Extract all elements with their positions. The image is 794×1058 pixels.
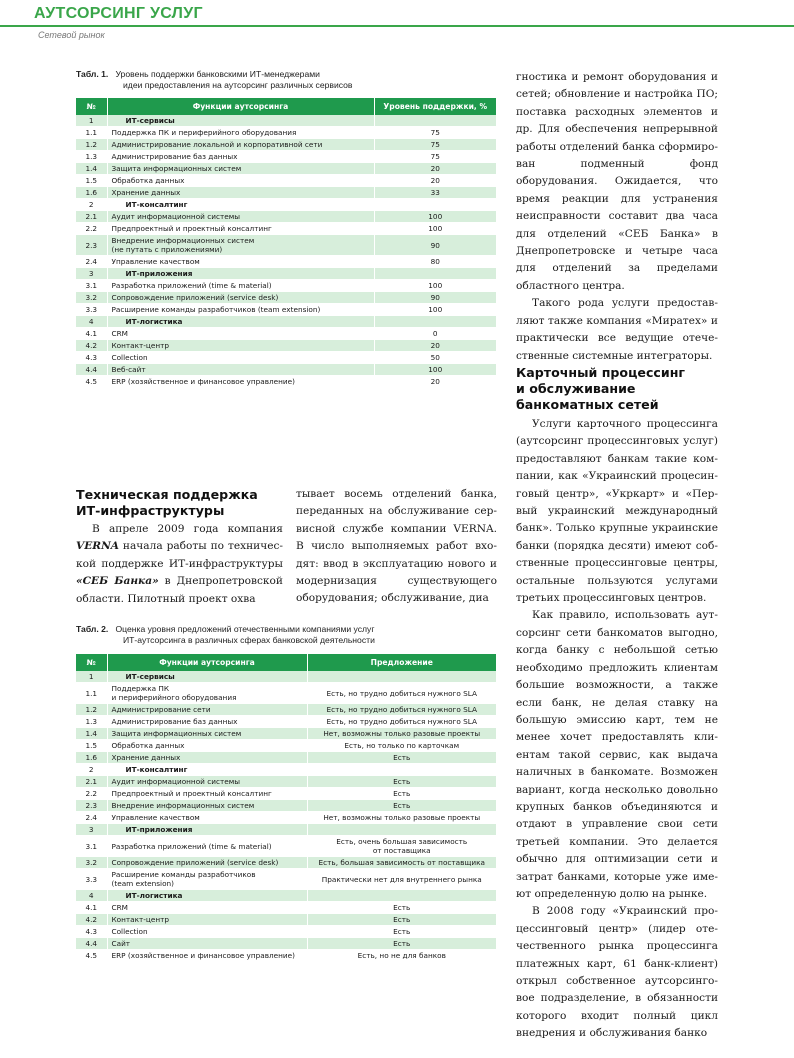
table1-cell-function: Поддержка ПК и периферийного оборудования <box>107 127 374 139</box>
table2-row <box>76 869 496 890</box>
table1-caption-line2: идеи предоставления на аутсорсинг различных сервисов <box>123 80 353 90</box>
table1-cell-value: 75 <box>374 127 496 139</box>
table2-cell-function: Сайт <box>107 938 307 950</box>
article1-heading <box>76 487 286 519</box>
article1-col1 <box>76 521 283 608</box>
table1-row <box>76 256 496 268</box>
section-title: АУТСОРСИНГ УСЛУГ <box>34 5 203 22</box>
table1-section-row <box>76 316 496 328</box>
card-heading-line2: и обслуживание <box>516 381 636 396</box>
table1-cell-num: 1.1 <box>76 127 107 139</box>
table2-cell-value: Есть <box>307 788 496 800</box>
table2-row <box>76 800 496 812</box>
table2-row <box>76 950 496 962</box>
article1-col2-text: тывает восемь отделений банка, переданных на обслуживание сервисной службе компании VERNA. В число выполняемых работ входят: ввод в эксплуатацию нового и модернизация существующего оборудования; обслуживание, диа <box>296 488 497 605</box>
table2-cell-num: 1.6 <box>76 752 107 764</box>
table2-caption-line1: Оценка уровня предложений отечественными компаниями услуг <box>115 624 375 634</box>
table1-cell-function: Предпроектный и проектный консалтинг <box>107 223 374 235</box>
right-column <box>516 69 718 365</box>
article1-heading-line1: Техническая поддержка <box>76 487 258 502</box>
table1-cell-num: 1.3 <box>76 151 107 163</box>
table2-cell-num: 4.5 <box>76 950 107 962</box>
table2-cell-num: 3.3 <box>76 869 107 890</box>
card-processing-heading <box>516 365 718 413</box>
table2-row <box>76 914 496 926</box>
right-col-para3: Услуги карточного процессинга (аутсорсинг процессинговых услуг) предоставляют банкам такие компании, как «Украинский процесинговый центр», «Укркарт» и «Первый украинский международный банк». Только крупные украинские банки (порядка десяти) имеют собственные процессинговые центры, остальные пользуются услугами третьих процессинговых центров. <box>516 418 718 605</box>
table2-cell-value: Есть <box>307 800 496 812</box>
table1-cell-function: Контакт-центр <box>107 340 374 352</box>
table1-cell-num: 3.1 <box>76 280 107 292</box>
table1-row <box>76 139 496 151</box>
table1-cell-value: 100 <box>374 211 496 223</box>
table2-cell-function: CRM <box>107 902 307 914</box>
table1-row <box>76 292 496 304</box>
table1-cell-num: 2.4 <box>76 256 107 268</box>
table1-header-function: Функции аутсорсинга <box>107 98 374 115</box>
table2 <box>76 654 496 962</box>
table2-cell-function: Администрирование сети <box>107 704 307 716</box>
table2-cell-function: Аудит информационной системы <box>107 776 307 788</box>
table2-header-row <box>76 654 496 671</box>
table2-cell-num: 4.4 <box>76 938 107 950</box>
table1-cell-num: 4.5 <box>76 376 107 388</box>
table2-row <box>76 683 496 704</box>
table1-cell-function: CRM <box>107 328 374 340</box>
table1-cell-value: 0 <box>374 328 496 340</box>
table2-row <box>76 776 496 788</box>
table2-cell-function: Контакт-центр <box>107 914 307 926</box>
table1-cell-num: 1 <box>76 115 107 127</box>
table2-cell-function: ИТ-приложения <box>107 824 307 836</box>
table2-cell-value <box>307 890 496 902</box>
table2-cell-num: 1 <box>76 671 107 683</box>
table1-cell-function: Расширение команды разработчиков (team extension) <box>107 304 374 316</box>
table2-header-offer: Предложение <box>307 654 496 671</box>
table2-cell-num: 2.1 <box>76 776 107 788</box>
header-rule <box>0 25 794 27</box>
table1-row <box>76 127 496 139</box>
table1-cell-value: 80 <box>374 256 496 268</box>
table2-row <box>76 788 496 800</box>
table2-cell-num: 4.1 <box>76 902 107 914</box>
table2-cell-function: ИТ-консалтинг <box>107 764 307 776</box>
table1-cell-value <box>374 268 496 280</box>
table2-cell-value: Нет, возможны только разовые проекты <box>307 728 496 740</box>
table2-row <box>76 704 496 716</box>
table1-cell-value: 100 <box>374 364 496 376</box>
table1-header-support: Уровень поддержки, % <box>374 98 496 115</box>
table1-cell-num: 4.1 <box>76 328 107 340</box>
table1-row <box>76 211 496 223</box>
table2-section-row <box>76 824 496 836</box>
table2-cell-function: Администрирование баз данных <box>107 716 307 728</box>
table2-cell-value: Есть <box>307 776 496 788</box>
table2-section-row <box>76 671 496 683</box>
table1-cell-function: Администрирование баз данных <box>107 151 374 163</box>
table2-caption <box>76 624 496 646</box>
table2-cell-function: ИТ-логистика <box>107 890 307 902</box>
table2-cell-num: 2.4 <box>76 812 107 824</box>
table2-cell-function: Сопровождение приложений (service desk) <box>107 857 307 869</box>
table2-cell-value: Есть <box>307 752 496 764</box>
table1 <box>76 98 496 388</box>
table2-cell-num: 2.3 <box>76 800 107 812</box>
table2-row <box>76 926 496 938</box>
table1-cell-function: ERP (хозяйственное и финансовое управление) <box>107 376 374 388</box>
table1-cell-value: 20 <box>374 376 496 388</box>
table1-cell-num: 3.3 <box>76 304 107 316</box>
right-column-lower <box>516 416 718 1043</box>
table1-cell-num: 2 <box>76 199 107 211</box>
table2-cell-value: Нет, возможны только разовые проекты <box>307 812 496 824</box>
table1-section-row <box>76 115 496 127</box>
table2-cell-function: Разработка приложений (time & material) <box>107 836 307 857</box>
table1-cell-num: 4.3 <box>76 352 107 364</box>
table1-section-row <box>76 199 496 211</box>
table2-cell-value: Есть <box>307 914 496 926</box>
table2-cell-value: Практически нет для внутреннего рынка <box>307 869 496 890</box>
table2-cell-num: 2 <box>76 764 107 776</box>
card-heading-line3: банкоматных сетей <box>516 397 659 412</box>
table1-cell-num: 2.2 <box>76 223 107 235</box>
table2-cell-function: ИТ-сервисы <box>107 671 307 683</box>
table1-cell-function: Аудит информационной системы <box>107 211 374 223</box>
table2-row <box>76 857 496 869</box>
section-subtitle: Сетевой рынок <box>38 30 105 40</box>
table1-caption <box>76 69 496 91</box>
table2-cell-function: Защита информационных систем <box>107 728 307 740</box>
table2-cell-num: 3.2 <box>76 857 107 869</box>
table2-cell-value: Есть, но трудно добиться нужного SLA <box>307 704 496 716</box>
table1-row <box>76 187 496 199</box>
right-col-para2: Такого рода услуги предоставляют также компания «Миратех» и практически все ведущие отечественные системные интеграторы. <box>516 297 718 362</box>
table2-cell-num: 4.3 <box>76 926 107 938</box>
table1-row <box>76 223 496 235</box>
article1-col2 <box>296 486 497 608</box>
table1-cell-function: ИТ-приложения <box>107 268 374 280</box>
table1-cell-function: Сопровождение приложений (service desk) <box>107 292 374 304</box>
table1-cell-num: 1.4 <box>76 163 107 175</box>
table2-row <box>76 836 496 857</box>
table1-row <box>76 364 496 376</box>
table1-cell-value: 90 <box>374 235 496 256</box>
table1-cell-function: Администрирование локальной и корпоративной сети <box>107 139 374 151</box>
table2-cell-num: 1.1 <box>76 683 107 704</box>
table1-cell-value: 50 <box>374 352 496 364</box>
table2-section-row <box>76 764 496 776</box>
table1-row <box>76 235 496 256</box>
table1-caption-line1: Уровень поддержки банковскими ИТ-менеджерами <box>115 69 320 79</box>
table1-row <box>76 376 496 388</box>
table2-label: Табл. 2. <box>76 624 109 634</box>
table1-cell-num: 3 <box>76 268 107 280</box>
right-col-para5: В 2008 году «Украинский процессинговый центр» (лидер отечественного рынка процессинга платежных карт, 61 банк-клиент) открыл собственное аутсорсинговое подразделение, в обязанности которого входит полный цикл внедрения и обслуживания банко <box>516 905 718 1040</box>
table1-cell-num: 1.5 <box>76 175 107 187</box>
table2-cell-num: 1.2 <box>76 704 107 716</box>
table1-cell-function: Collection <box>107 352 374 364</box>
table1-section-row <box>76 268 496 280</box>
table1-cell-num: 3.2 <box>76 292 107 304</box>
table1-cell-function: ИТ-консалтинг <box>107 199 374 211</box>
table2-cell-value: Есть <box>307 938 496 950</box>
table2-cell-value: Есть, но трудно добиться нужного SLA <box>307 683 496 704</box>
table2-row <box>76 740 496 752</box>
table1-cell-value: 20 <box>374 340 496 352</box>
table2-row <box>76 812 496 824</box>
table1-cell-num: 1.6 <box>76 187 107 199</box>
table2-cell-value <box>307 824 496 836</box>
table2-cell-function: Хранение данных <box>107 752 307 764</box>
company-name: VERNA <box>76 540 120 553</box>
table2-cell-function: Предпроектный и проектный консалтинг <box>107 788 307 800</box>
table1-cell-function: Разработка приложений (time & material) <box>107 280 374 292</box>
table1-cell-num: 4.4 <box>76 364 107 376</box>
table1-cell-value: 90 <box>374 292 496 304</box>
table1-cell-num: 1.2 <box>76 139 107 151</box>
table1-cell-value: 75 <box>374 139 496 151</box>
table1-row <box>76 352 496 364</box>
article1-col1-text: В апреле 2009 года компания VERNA начала работы по технической поддержке ИТ-инфраструктуры «СЕБ Банка» в Днепропетровской области. Пилотный проект охва <box>76 523 283 605</box>
table1-header-row <box>76 98 496 115</box>
table1-cell-value: 33 <box>374 187 496 199</box>
table1-row <box>76 163 496 175</box>
table2-cell-function: Расширение команды разработчиков (team extension) <box>107 869 307 890</box>
table1-cell-value: 20 <box>374 175 496 187</box>
right-col-para1: гностика и ремонт оборудования и сетей; обновление и настройка ПО; поставка расходных элементов и др. Для обеспечения непрерывной работы отделений банка сформирован подменный фонд оборудования. Ожидается, что время реакции для устранения неисправности составит два часа для отделений «СЕБ Банка» в Днепропетровске и четыре часа для отделений за пределами областного центра. <box>516 71 718 292</box>
table1-cell-value: 20 <box>374 163 496 175</box>
table2-cell-function: Collection <box>107 926 307 938</box>
table2-header-function: Функции аутсорсинга <box>107 654 307 671</box>
table2-row <box>76 938 496 950</box>
table2-cell-num: 1.3 <box>76 716 107 728</box>
table2-cell-value: Есть, но трудно добиться нужного SLA <box>307 716 496 728</box>
table1-cell-function: Защита информационных систем <box>107 163 374 175</box>
table2-row <box>76 716 496 728</box>
table1-cell-value <box>374 199 496 211</box>
table2-cell-num: 1.5 <box>76 740 107 752</box>
table2-header-num: № <box>76 654 107 671</box>
table2-cell-num: 3 <box>76 824 107 836</box>
table1-row <box>76 328 496 340</box>
table1-cell-value <box>374 316 496 328</box>
table1-cell-function: ИТ-сервисы <box>107 115 374 127</box>
table1-cell-function: Управление качеством <box>107 256 374 268</box>
table1-header-num: № <box>76 98 107 115</box>
table1-cell-function: ИТ-логистика <box>107 316 374 328</box>
table1-row <box>76 151 496 163</box>
table1-cell-value <box>374 115 496 127</box>
company-name: «СЕБ Банка» <box>76 575 159 588</box>
table2-cell-function: ERP (хозяйственное и финансовое управление) <box>107 950 307 962</box>
table2-cell-function: Поддержка ПК и периферийного оборудования <box>107 683 307 704</box>
table2-cell-value <box>307 671 496 683</box>
table1-cell-num: 4 <box>76 316 107 328</box>
table2-section-row <box>76 890 496 902</box>
table2-cell-function: Обработка данных <box>107 740 307 752</box>
table2-row <box>76 902 496 914</box>
table1-label: Табл. 1. <box>76 69 109 79</box>
table1-cell-value: 100 <box>374 223 496 235</box>
page-header <box>0 0 794 44</box>
table2-cell-num: 2.2 <box>76 788 107 800</box>
table2-cell-value <box>307 764 496 776</box>
table2-row <box>76 728 496 740</box>
table1-row <box>76 175 496 187</box>
table1-cell-num: 2.3 <box>76 235 107 256</box>
table2-cell-value: Есть <box>307 926 496 938</box>
table2-row <box>76 752 496 764</box>
table2-cell-num: 1.4 <box>76 728 107 740</box>
table1-cell-function: Обработка данных <box>107 175 374 187</box>
table2-caption-line2: ИТ-аутсорсинга в различных сферах банковской деятельности <box>123 635 375 645</box>
table2-cell-value: Есть, большая зависимость от поставщика <box>307 857 496 869</box>
table1-cell-num: 4.2 <box>76 340 107 352</box>
table2-cell-function: Управление качеством <box>107 812 307 824</box>
table1-cell-value: 100 <box>374 280 496 292</box>
table2-cell-value: Есть, но только по карточкам <box>307 740 496 752</box>
table2-cell-value: Есть, очень большая зависимость от поставщика <box>307 836 496 857</box>
table2-cell-num: 4 <box>76 890 107 902</box>
table2-cell-value: Есть <box>307 902 496 914</box>
table2-cell-function: Внедрение информационных систем <box>107 800 307 812</box>
table1-cell-num: 2.1 <box>76 211 107 223</box>
table1-cell-value: 75 <box>374 151 496 163</box>
table1-cell-function: Хранение данных <box>107 187 374 199</box>
table2-cell-value: Есть, но не для банков <box>307 950 496 962</box>
table1-cell-function: Веб-сайт <box>107 364 374 376</box>
article1-heading-line2: ИТ-инфраструктуры <box>76 503 225 518</box>
table2-cell-num: 4.2 <box>76 914 107 926</box>
table2-cell-num: 3.1 <box>76 836 107 857</box>
table1-row <box>76 280 496 292</box>
table1-row <box>76 340 496 352</box>
table1-cell-value: 100 <box>374 304 496 316</box>
table1-cell-function: Внедрение информационных систем (не путать с приложениями) <box>107 235 374 256</box>
right-col-para4: Как правило, использовать аутсорсинг сети банкоматов выгодно, когда банку с небольшой сетью необходимо предложить клиентам большие возможности, а также если банк, не делая ставку на большую эмиссию карт, тем не менее хочет предоставлять клиентам такой сервис, как выдача наличных в банкомате. Возможен вариант, когда несколько довольно крупных банков объединяются и отдают в управление свои сети третьей компании. Это делается обычно для оптимизации сети и затрат банками, которые уже имеют определенную долю на рынке. <box>516 609 718 900</box>
card-heading-line1: Карточный процессинг <box>516 365 685 380</box>
table1-row <box>76 304 496 316</box>
